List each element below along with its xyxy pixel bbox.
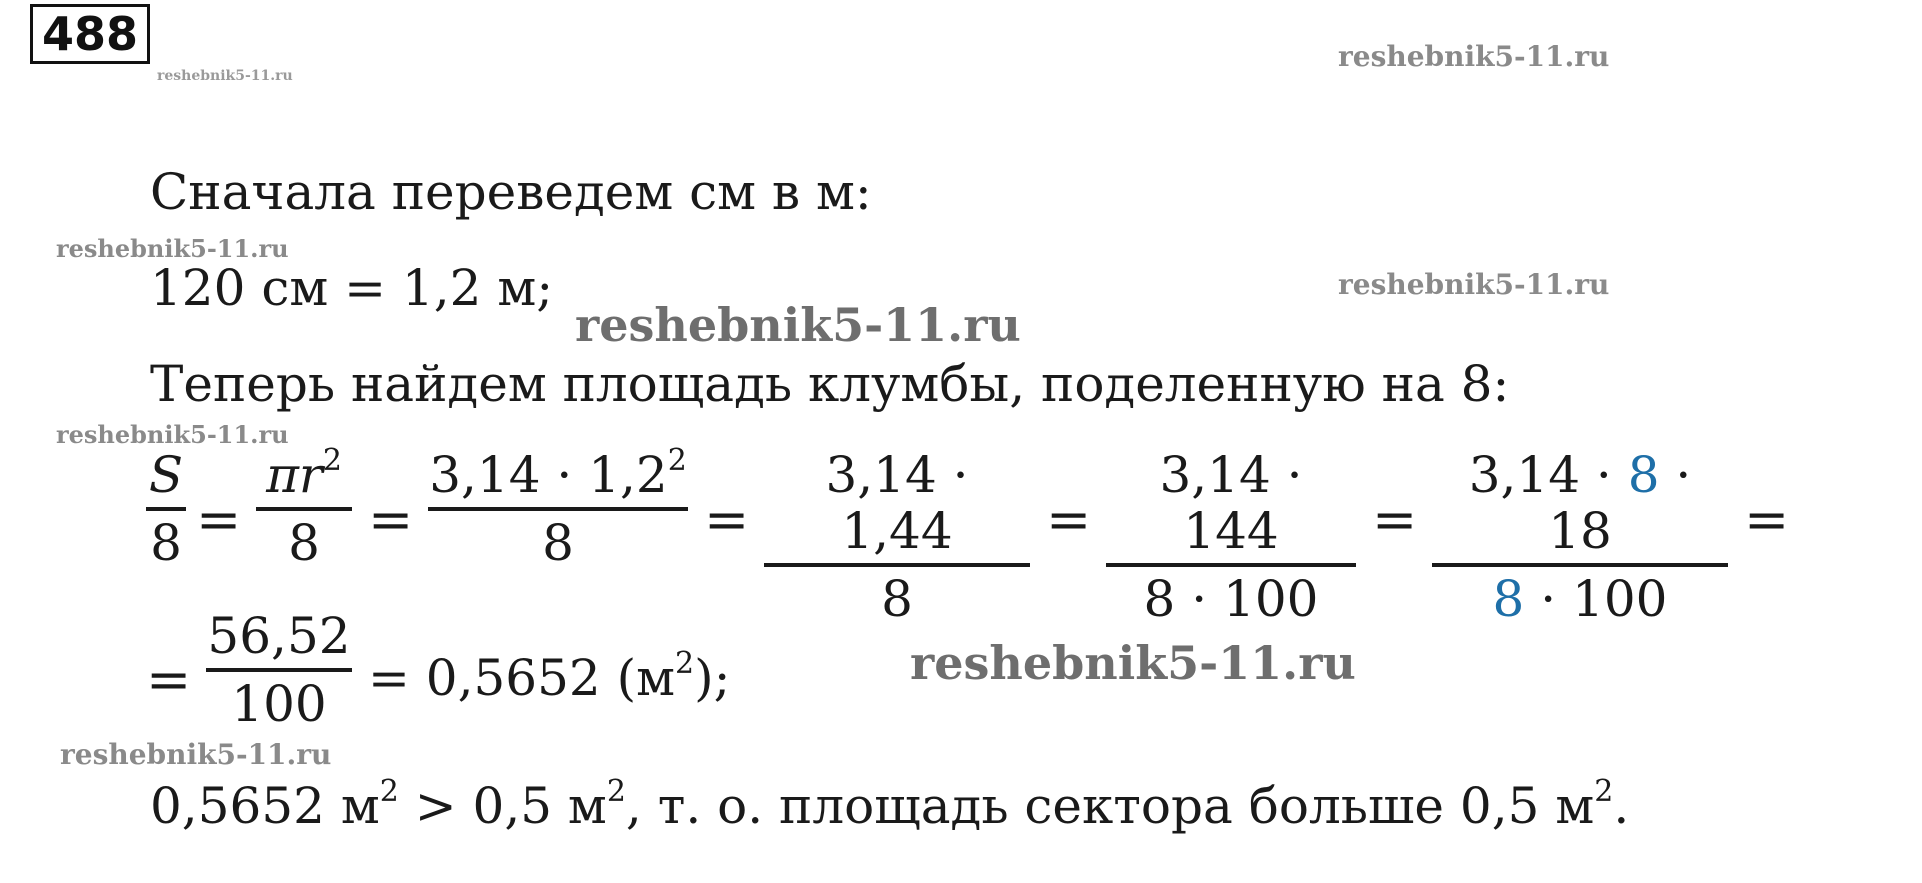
fraction-step-6 (1432, 447, 1728, 627)
fraction-bar (1106, 563, 1356, 567)
watermark: reshebnik5-11.ru (157, 68, 293, 84)
problem-number: 488 (30, 4, 150, 64)
fraction-denominator: 100 (231, 675, 327, 733)
fraction-numerator: 56,52 (207, 607, 351, 665)
equals-sign: = (1744, 488, 1790, 551)
equals-sign: = (704, 488, 750, 551)
equals-sign: = (196, 488, 242, 551)
fraction-bar (1432, 563, 1728, 567)
fraction-step-4 (764, 447, 1030, 627)
fraction-numerator: $3,14 \cdot 1,2^2$ (429, 443, 687, 504)
text-line-1: Сначала переведем см в м: (150, 163, 872, 221)
equals-sign: = (1046, 488, 1092, 551)
watermark: reshebnik5-11.ru (56, 420, 289, 449)
fraction-bar (764, 563, 1030, 567)
fraction-numerator: 3,14 · 1,44 (825, 446, 969, 560)
watermark: reshebnik5-11.ru (56, 234, 289, 263)
fraction-step-5 (1106, 447, 1356, 627)
equals-sign: = (146, 648, 192, 711)
fraction-bar (206, 668, 352, 672)
cancelled-8: 8 (1492, 570, 1525, 628)
fraction-numerator: $\pi r^2$ (266, 443, 342, 504)
fraction-numerator: 3,14 · 144 (1159, 446, 1303, 560)
text-line-3: Теперь найдем площадь клумбы, поделенную на 8: (150, 355, 1510, 413)
fraction-denominator: 8 (542, 514, 574, 572)
watermark: reshebnik5-11.ru (60, 738, 332, 771)
fraction-denominator: 8 · 100 (1143, 570, 1319, 628)
fraction-denominator: 8 (288, 514, 320, 572)
fraction-s-over-8 (146, 447, 186, 571)
conclusion: 0,5652 $м^2 > 0,5$ $м^2$, т. о. площадь сектора больше 0,5 $м^2$. (150, 774, 1630, 835)
watermark: reshebnik5-11.ru (1338, 40, 1610, 73)
fraction-denominator: 8 (150, 514, 182, 572)
fraction-denominator: 8 · 100 (1492, 570, 1668, 628)
fraction-bar (146, 507, 186, 511)
fraction-bar (256, 507, 352, 511)
fraction-step-3 (428, 443, 688, 572)
equals-sign: = (1372, 488, 1418, 551)
watermark: reshebnik5-11.ru (910, 636, 1356, 690)
cancelled-8: 8 (1627, 446, 1660, 504)
fraction-numerator: S (148, 446, 184, 504)
watermark: reshebnik5-11.ru (575, 298, 1021, 352)
watermark: reshebnik5-11.ru (1338, 268, 1610, 301)
fraction-numerator: 3,14 · 8 · 18 (1468, 446, 1692, 560)
fraction-step-7 (206, 608, 352, 732)
fraction-pi-r2-over-8 (256, 443, 352, 572)
equals-sign: = (368, 488, 414, 551)
fraction-denominator: 8 (881, 570, 913, 628)
result: = 0,5652 $(м^2)$; (368, 646, 731, 707)
text-line-2: 120 см = 1,2 м; (150, 259, 554, 317)
fraction-bar (428, 507, 688, 511)
